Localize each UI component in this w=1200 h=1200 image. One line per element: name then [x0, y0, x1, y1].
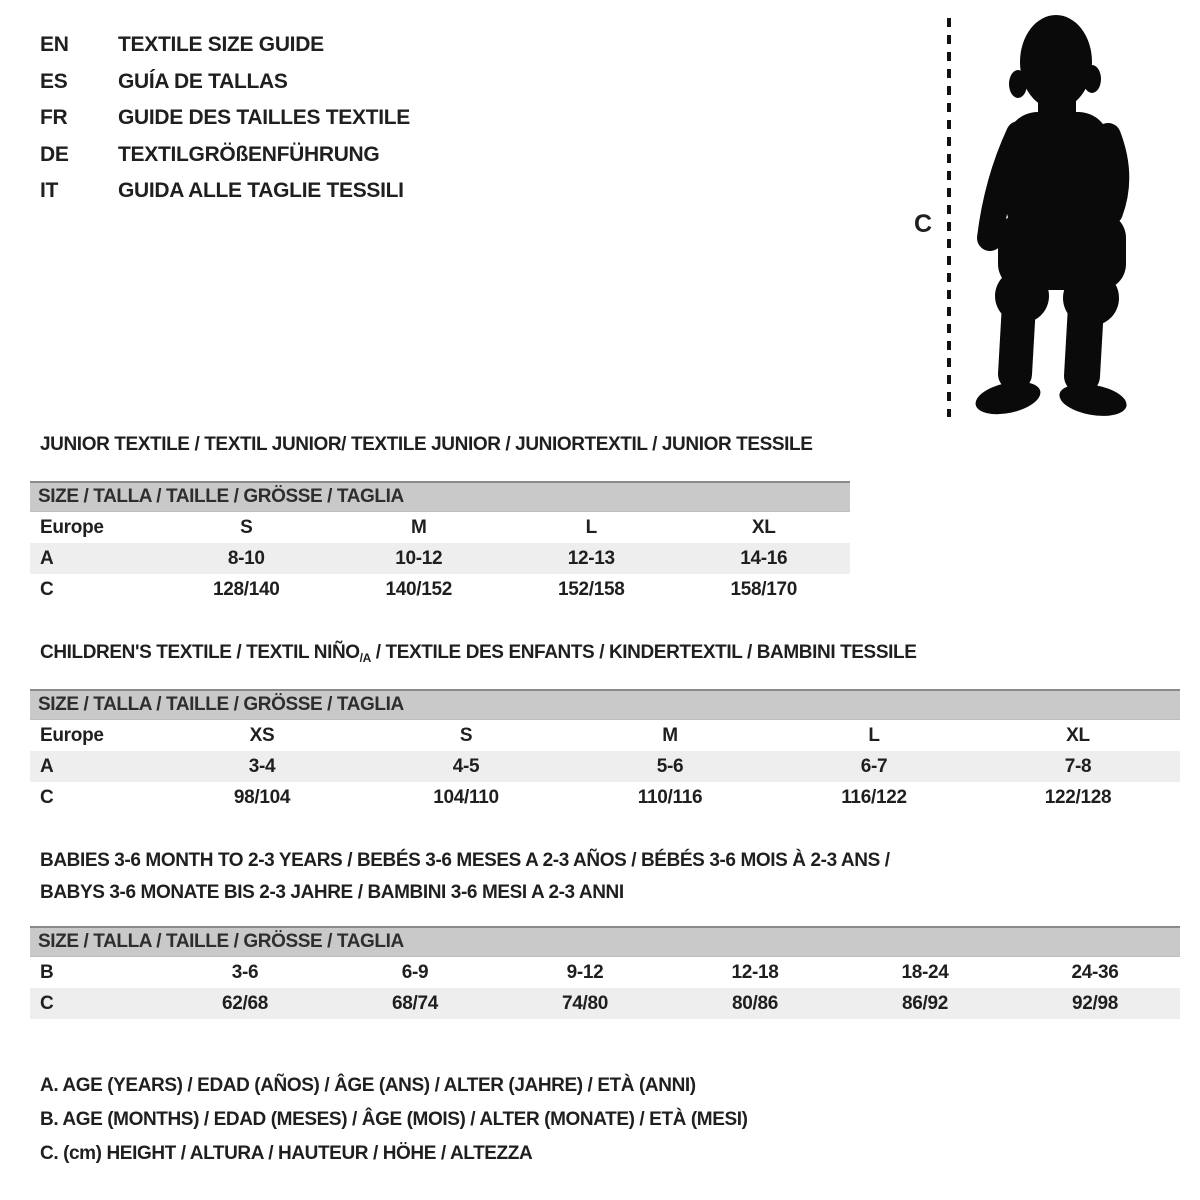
language-row-de [40, 137, 410, 174]
language-code: DE [40, 142, 69, 166]
language-code: IT [40, 179, 59, 203]
size-cell: S [459, 725, 473, 746]
age-cell: 5-6 [656, 756, 684, 777]
age-cell: 3-4 [248, 756, 276, 777]
age-cell: 14-16 [740, 548, 788, 569]
size-cell: XS [249, 725, 275, 746]
language-row-es [40, 64, 410, 101]
language-code: FR [40, 106, 68, 130]
children-title-rest: / TEXTILE DES ENFANTS / KINDERTEXTIL / BAMBINI TESSILE [370, 642, 917, 663]
size-cell: M [410, 517, 427, 538]
size-cell: M [662, 725, 678, 746]
age-cell: 7-8 [1064, 756, 1092, 777]
children-title-subscript: /A [359, 651, 371, 665]
age-cell: 12-13 [567, 548, 615, 569]
age-months-cell: 24-36 [1071, 962, 1119, 983]
language-code: ES [40, 69, 68, 93]
junior-row-height [30, 574, 850, 605]
footnote-height-cm: C. (cm) HEIGHT / ALTURA / HAUTEUR / HÖHE / ALTEZZA [40, 1143, 533, 1164]
age-months-cell: 3-6 [231, 962, 259, 983]
height-cell: 62/68 [221, 993, 269, 1014]
height-cell: 128/140 [212, 579, 280, 600]
row-label: A [40, 756, 54, 777]
children-row-europe [30, 720, 1180, 751]
footnote-age-months: B. AGE (MONTHS) / EDAD (MESES) / ÂGE (MOIS) / ALTER (MONATE) / ETÀ (MESI) [40, 1109, 748, 1130]
size-cell: L [868, 725, 880, 746]
height-cell: 80/86 [731, 993, 779, 1014]
junior-row-europe [30, 512, 850, 543]
language-title-list [40, 27, 410, 210]
language-title: GUIDE DES TAILLES TEXTILE [118, 106, 410, 130]
size-cell: L [585, 517, 597, 538]
height-cell: 116/122 [841, 787, 907, 808]
height-cell: 68/74 [391, 993, 439, 1014]
junior-table-size-header: SIZE / TALLA / TAILLE / GRÖSSE / TAGLIA [30, 481, 850, 512]
row-label: A [40, 548, 54, 569]
height-cell: 92/98 [1071, 993, 1119, 1014]
size-cell: S [240, 517, 253, 538]
row-label: C [40, 787, 54, 808]
size-cell: XL [1066, 725, 1090, 746]
height-cell: 122/128 [1044, 787, 1112, 808]
children-title-main: CHILDREN'S TEXTILE / TEXTIL NIÑO [40, 642, 360, 663]
language-title: TEXTILE SIZE GUIDE [118, 33, 324, 57]
language-row-fr [40, 100, 410, 137]
age-cell: 8-10 [227, 548, 265, 569]
height-cell: 110/116 [637, 787, 703, 808]
children-size-table [30, 689, 1180, 813]
height-cell: 152/158 [557, 579, 625, 600]
height-cell: 86/92 [901, 993, 949, 1014]
row-label: C [40, 579, 54, 600]
height-cell: 104/110 [433, 787, 499, 808]
age-cell: 10-12 [395, 548, 443, 569]
children-table-size-header: SIZE / TALLA / TAILLE / GRÖSSE / TAGLIA [30, 689, 1180, 720]
language-row-it [40, 173, 410, 210]
age-cell: 4-5 [452, 756, 480, 777]
babies-row-height [30, 988, 1180, 1019]
height-cell: 98/104 [233, 787, 291, 808]
babies-size-table [30, 926, 1180, 1019]
babies-section-title-line1: BABIES 3-6 MONTH TO 2-3 YEARS / BEBÉS 3-6 MESES A 2-3 AÑOS / BÉBÉS 3-6 MOIS À 2-3 ANS / [40, 850, 890, 871]
height-cell: 140/152 [385, 579, 453, 600]
children-row-height [30, 782, 1180, 813]
legend-footnotes [40, 1069, 748, 1171]
height-measure-dashed-line [947, 18, 951, 417]
language-title: GUIDA ALLE TAGLIE TESSILI [118, 179, 404, 203]
row-label: C [40, 993, 54, 1014]
age-months-cell: 6-9 [401, 962, 429, 983]
height-cell: 158/170 [730, 579, 798, 600]
language-title: TEXTILGRÖßENFÜHRUNG [118, 142, 380, 166]
height-cell: 74/80 [561, 993, 609, 1014]
language-code: EN [40, 33, 69, 57]
language-title: GUÍA DE TALLAS [118, 69, 288, 93]
junior-section-title: JUNIOR TEXTILE / TEXTIL JUNIOR/ TEXTILE JUNIOR / JUNIORTEXTIL / JUNIOR TESSILE [40, 434, 813, 455]
age-months-cell: 9-12 [566, 962, 604, 983]
age-months-cell: 12-18 [731, 962, 779, 983]
junior-size-table [30, 481, 850, 605]
children-row-age [30, 751, 1180, 782]
toddler-silhouette-image [962, 12, 1140, 420]
row-label: Europe [40, 725, 104, 746]
footnote-age-years: A. AGE (YEARS) / EDAD (AÑOS) / ÂGE (ANS) / ALTER (JAHRE) / ETÀ (ANNI) [40, 1075, 696, 1096]
babies-row-age-months [30, 957, 1180, 988]
age-months-cell: 18-24 [901, 962, 949, 983]
babies-section-title-line2: BABYS 3-6 MONATE BIS 2-3 JAHRE / BAMBINI 3-6 MESI A 2-3 ANNI [40, 882, 624, 903]
age-cell: 6-7 [860, 756, 888, 777]
row-label: B [40, 962, 54, 983]
size-cell: XL [751, 517, 776, 538]
babies-table-size-header: SIZE / TALLA / TAILLE / GRÖSSE / TAGLIA [30, 926, 1180, 957]
language-row-en [40, 27, 410, 64]
children-section-title [40, 642, 916, 665]
row-label: Europe [40, 517, 104, 538]
height-measure-label: C [914, 210, 933, 238]
junior-row-age [30, 543, 850, 574]
